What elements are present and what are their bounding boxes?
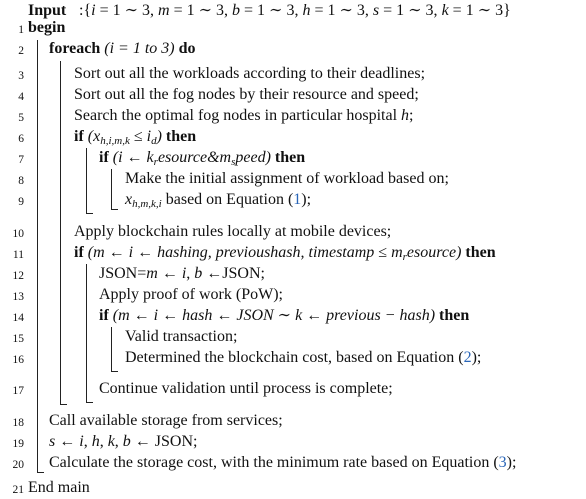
line-number: 5 xyxy=(18,112,24,124)
statement: Call available storage from services; xyxy=(49,412,283,429)
line-number: 2 xyxy=(18,45,24,57)
line-number: 7 xyxy=(18,154,24,166)
statement: Calculate the storage cost, with the minimum rate based on Equation (3); xyxy=(49,454,517,471)
block-end-tick xyxy=(111,371,118,372)
block-bar-if xyxy=(111,327,112,371)
foreach-line: foreach (i = 1 to 3) do xyxy=(49,40,196,57)
if-line: if $(x_{h,i,m,k} \le i_d)$ then xyxy=(74,128,197,147)
line-number: 9 xyxy=(18,196,24,208)
end-main: End main xyxy=(28,479,90,496)
line-number: 15 xyxy=(12,333,24,345)
line-number: 6 xyxy=(18,133,24,145)
line-number: 11 xyxy=(12,249,24,261)
line-number: 4 xyxy=(18,91,24,103)
if-line: if (i ← $k_resource\&m_speed$) then xyxy=(99,149,306,168)
line-number: 21 xyxy=(12,484,24,496)
block-bar-begin xyxy=(37,40,38,472)
statement: JSON=m ← i, b ←JSON; xyxy=(99,265,265,282)
statement: $x_{h,m,k,i}$ based on Equation (1); xyxy=(125,191,312,210)
line-number: 12 xyxy=(12,270,24,282)
line-number: 8 xyxy=(18,175,24,187)
statement: Make the initial assignment of workload based on; xyxy=(125,170,449,187)
equation-ref[interactable]: 2 xyxy=(463,349,472,366)
block-end-tick xyxy=(86,213,93,214)
equation-ref[interactable]: 1 xyxy=(293,191,302,208)
if-line: if (m ← i ← hash ← JSON ∼ k ← previous − hash) then xyxy=(99,307,470,324)
statement: Search the optimal fog nodes in particular hospital h; xyxy=(74,107,414,124)
block-end-tick xyxy=(60,404,67,405)
block-end-tick xyxy=(37,472,44,473)
line-number: 19 xyxy=(12,438,24,450)
statement: Sort out all the fog nodes by their resource and speed; xyxy=(74,86,419,103)
line-number: 20 xyxy=(12,459,24,471)
line-number: 10 xyxy=(12,228,24,240)
statement: Determined the blockchain cost, based on Equation (2); xyxy=(125,349,482,366)
statement: Apply proof of work (PoW); xyxy=(99,286,283,303)
line-number: 13 xyxy=(12,291,24,303)
input-keyword: Input xyxy=(28,2,67,19)
block-end-tick xyxy=(111,209,118,210)
begin-keyword: begin xyxy=(28,19,66,36)
line-number: 18 xyxy=(12,417,24,429)
line-number: 1 xyxy=(18,24,24,36)
block-end-tick xyxy=(86,402,93,403)
line-number: 3 xyxy=(18,70,24,82)
statement: Apply blockchain rules locally at mobile devices; xyxy=(74,223,392,240)
block-bar-if xyxy=(86,264,87,402)
statement: s ← i, h, k, b ← JSON; xyxy=(49,433,198,450)
line-number: 14 xyxy=(12,312,24,324)
line-number: 17 xyxy=(12,385,24,397)
block-bar-if xyxy=(86,148,87,213)
statement: Sort out all the workloads according to their deadlines; xyxy=(74,65,426,82)
statement: Continue validation until process is complete; xyxy=(99,380,393,397)
line-number: 16 xyxy=(12,354,24,366)
input-params: :{i = 1 ∼ 3, m = 1 ∼ 3, b = 1 ∼ 3, h = 1 ∼ 3, s = 1 ∼ 3, k = 1 ∼ 3} xyxy=(79,2,511,19)
block-bar-if xyxy=(111,169,112,209)
statement: Valid transaction; xyxy=(125,328,238,345)
block-bar-foreach xyxy=(60,61,61,404)
equation-ref[interactable]: 3 xyxy=(498,454,507,471)
if-line: if (m ← i ← hashing, previoushash, timestamp ≤ $m_resource$) then xyxy=(74,244,496,263)
